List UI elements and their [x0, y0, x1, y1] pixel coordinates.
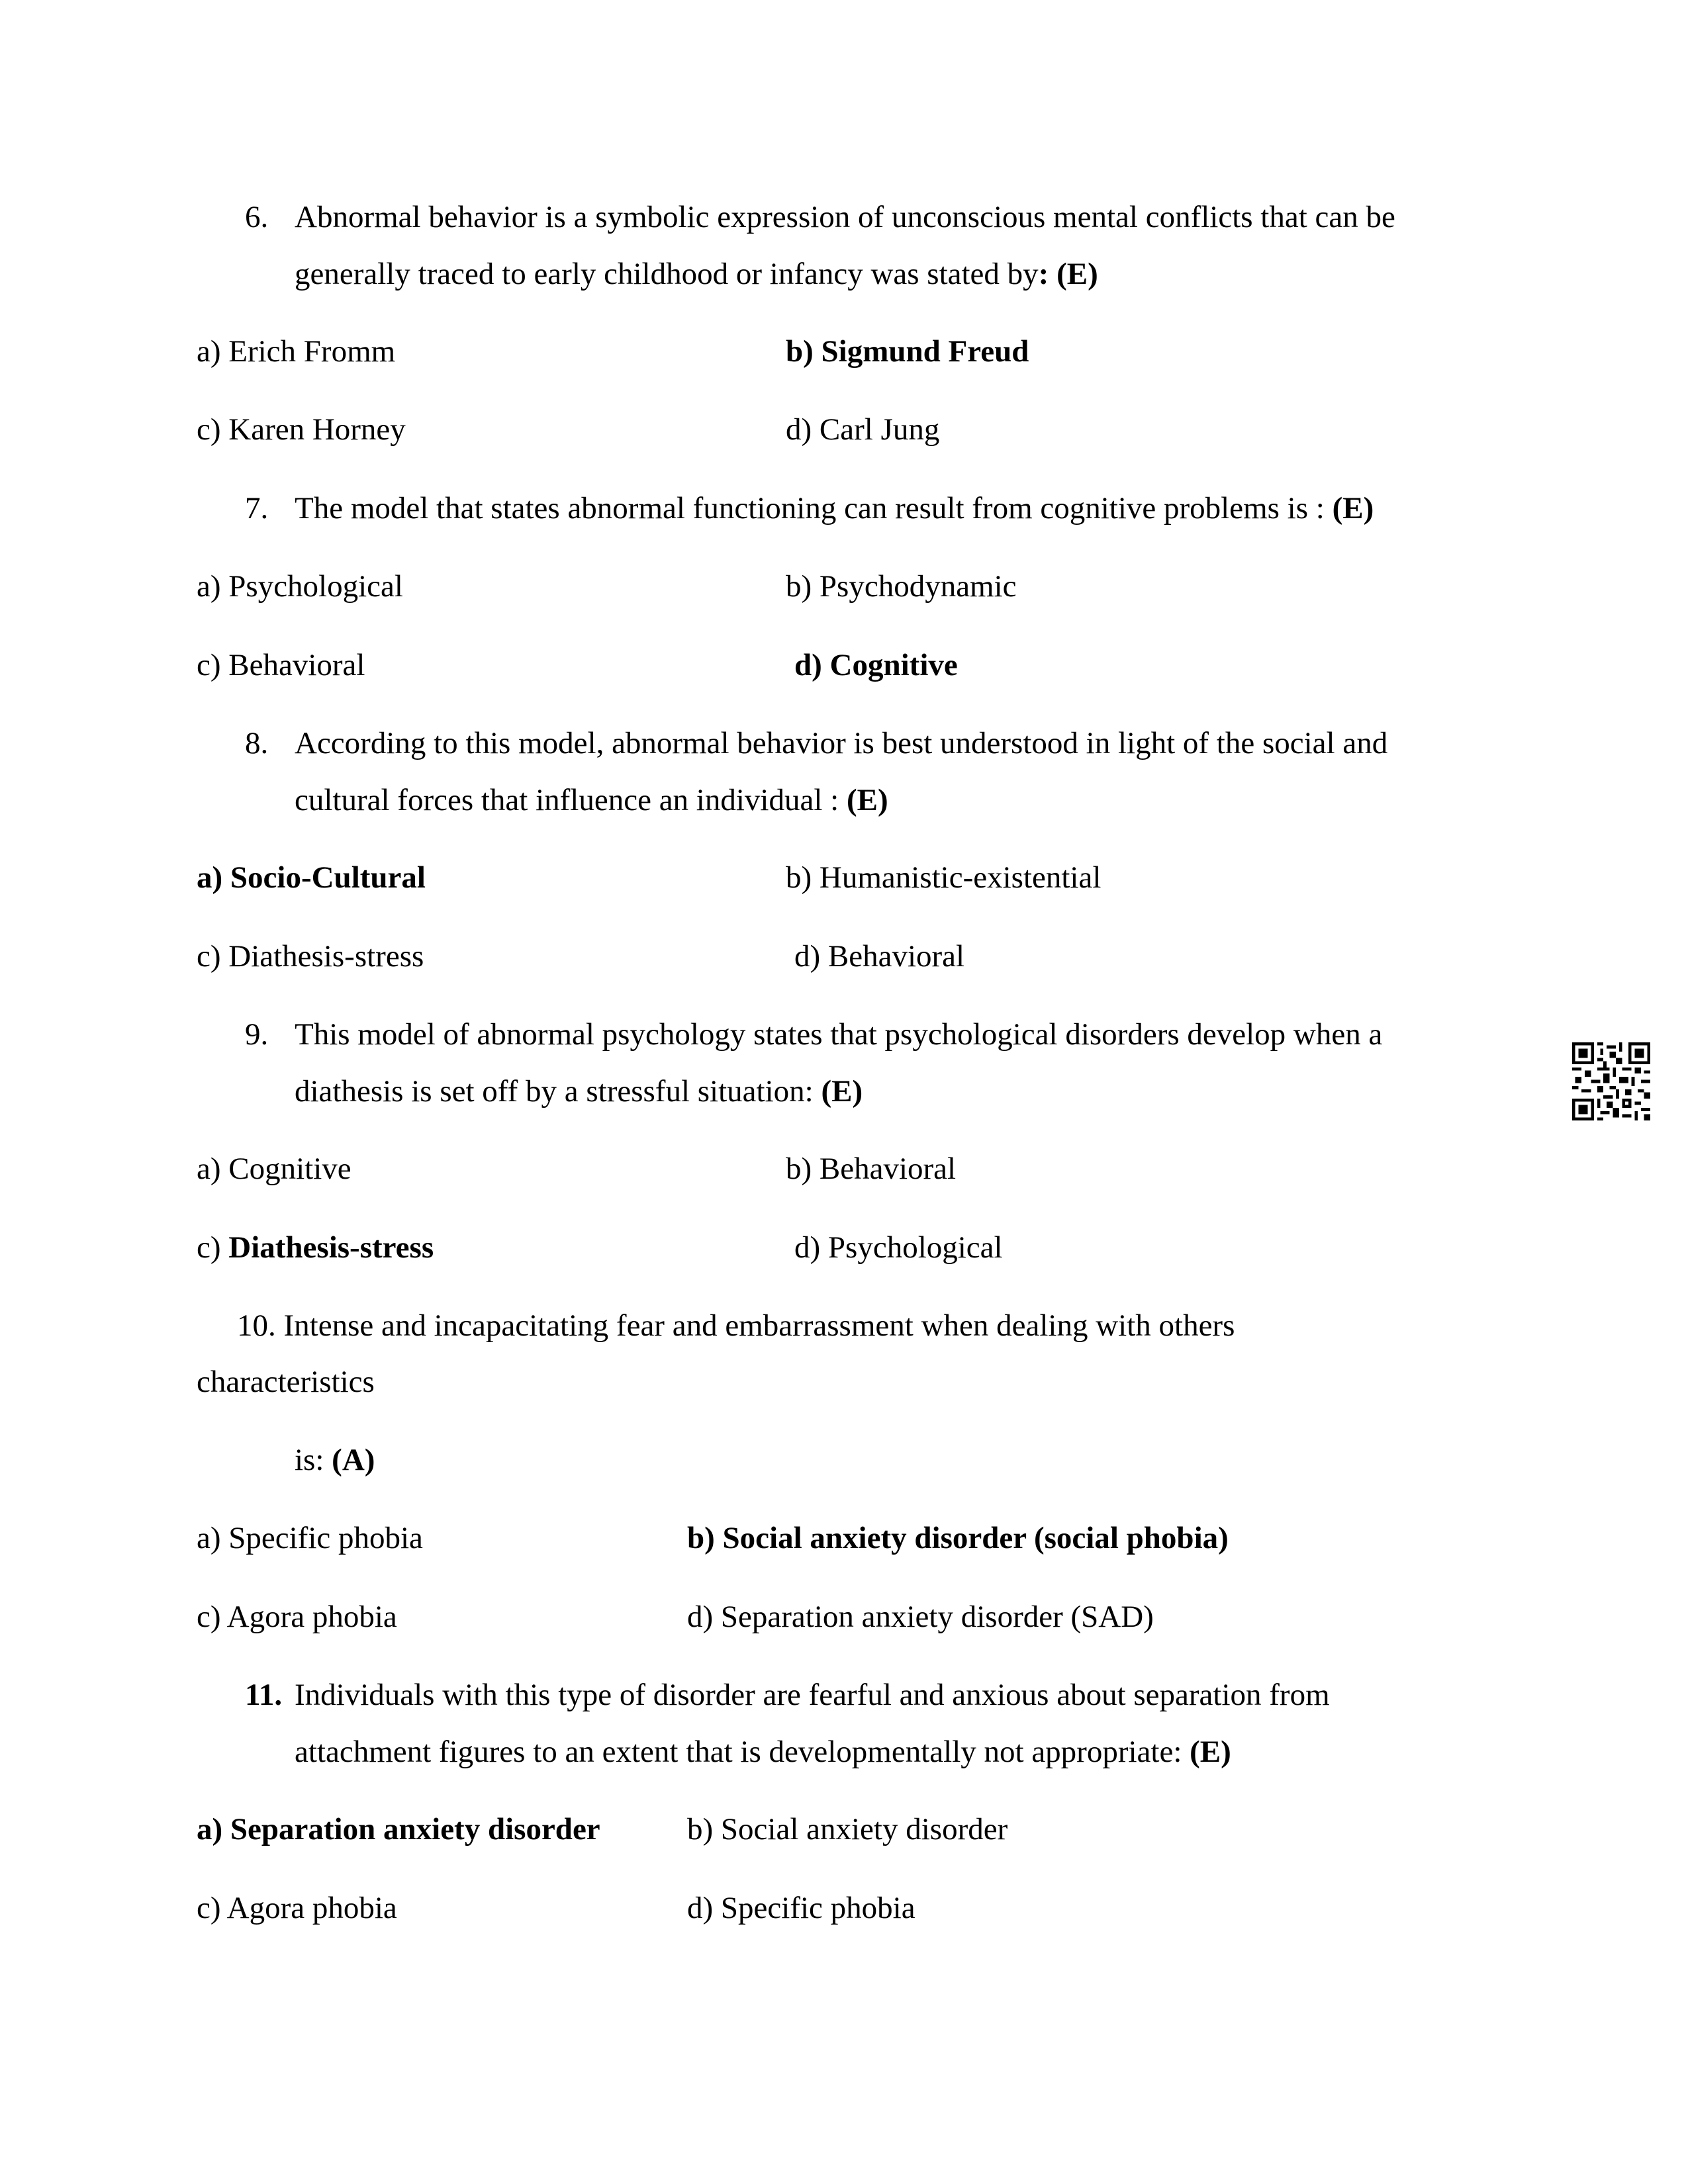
question-8-tag: (E): [846, 783, 888, 817]
question-9-option-a: a) Cognitive: [197, 1152, 352, 1186]
question-10-option-d: d) Separation anxiety disorder (SAD): [687, 1600, 1154, 1634]
question-6-number: 6.: [245, 200, 269, 234]
question-10-tag: (A): [332, 1443, 375, 1477]
question-9-text-line1: This model of abnormal psychology states that psychological disorders develop when a: [295, 1017, 1383, 1052]
question-11-option-b: b) Social anxiety disorder: [687, 1812, 1008, 1846]
question-9-tag: (E): [821, 1074, 863, 1109]
question-9-text-line2: diathesis is set off by a stressful situation: (E): [295, 1074, 863, 1109]
question-9-option-d: d) Psychological: [794, 1230, 1003, 1265]
question-9-number: 9.: [245, 1017, 269, 1052]
question-10-option-a: a) Specific phobia: [197, 1521, 423, 1555]
question-8-option-a-answer: a) Socio-Cultural: [197, 860, 426, 895]
question-7-tag: (E): [1332, 491, 1374, 525]
question-10-text-line3: is: (A): [295, 1443, 375, 1477]
question-6-text-line2: generally traced to early childhood or infancy was stated by: (E): [295, 257, 1098, 291]
question-11-tag: (E): [1190, 1735, 1231, 1769]
question-11-option-d: d) Specific phobia: [687, 1891, 915, 1925]
question-6-option-d: d) Carl Jung: [786, 412, 940, 447]
question-10-option-b-answer: b) Social anxiety disorder (social phobia): [687, 1521, 1229, 1555]
qr-code-icon: [1572, 1042, 1650, 1120]
question-9-option-b: b) Behavioral: [786, 1152, 957, 1186]
question-7-option-d-answer: d) Cognitive: [794, 648, 958, 682]
question-8-option-d: d) Behavioral: [794, 939, 965, 974]
question-10-number: 10.: [237, 1308, 276, 1343]
question-7-text: The model that states abnormal functioning can result from cognitive problems is : (E): [295, 491, 1374, 525]
question-11-text-line1: Individuals with this type of disorder are fearful and anxious about separation from: [295, 1678, 1330, 1712]
question-6-option-b-answer: b) Sigmund Freud: [786, 334, 1029, 369]
question-8-option-b: b) Humanistic-existential: [786, 860, 1102, 895]
question-9-option-c-answer: c) Diathesis-stress: [197, 1230, 434, 1265]
question-6-text-line1: Abnormal behavior is a symbolic expression of unconscious mental conflicts that can be: [295, 200, 1395, 234]
question-11-text-line2: attachment figures to an extent that is developmentally not appropriate: (E): [295, 1735, 1231, 1769]
question-6-tag: (E): [1056, 257, 1098, 291]
question-10-text-line2: characteristics: [197, 1365, 375, 1399]
question-8-text-line2: cultural forces that influence an individual : (E): [295, 783, 888, 817]
question-6-option-c: c) Karen Horney: [197, 412, 406, 447]
question-11-number: 11.: [245, 1678, 283, 1712]
question-11-option-a-answer: a) Separation anxiety disorder: [197, 1812, 600, 1846]
question-8-option-c: c) Diathesis-stress: [197, 939, 424, 974]
question-7-option-c: c) Behavioral: [197, 648, 365, 682]
question-7-option-b: b) Psychodynamic: [786, 569, 1017, 604]
question-7-number: 7.: [245, 491, 269, 525]
question-8-number: 8.: [245, 726, 269, 760]
question-8-text-line1: According to this model, abnormal behavior is best understood in light of the social and: [295, 726, 1388, 760]
question-10-option-c: c) Agora phobia: [197, 1600, 397, 1634]
question-10-text-line1: 10. Intense and incapacitating fear and embarrassment when dealing with others: [237, 1308, 1235, 1343]
question-11-option-c: c) Agora phobia: [197, 1891, 397, 1925]
question-6-option-a: a) Erich Fromm: [197, 334, 396, 369]
question-7-option-a: a) Psychological: [197, 569, 403, 604]
